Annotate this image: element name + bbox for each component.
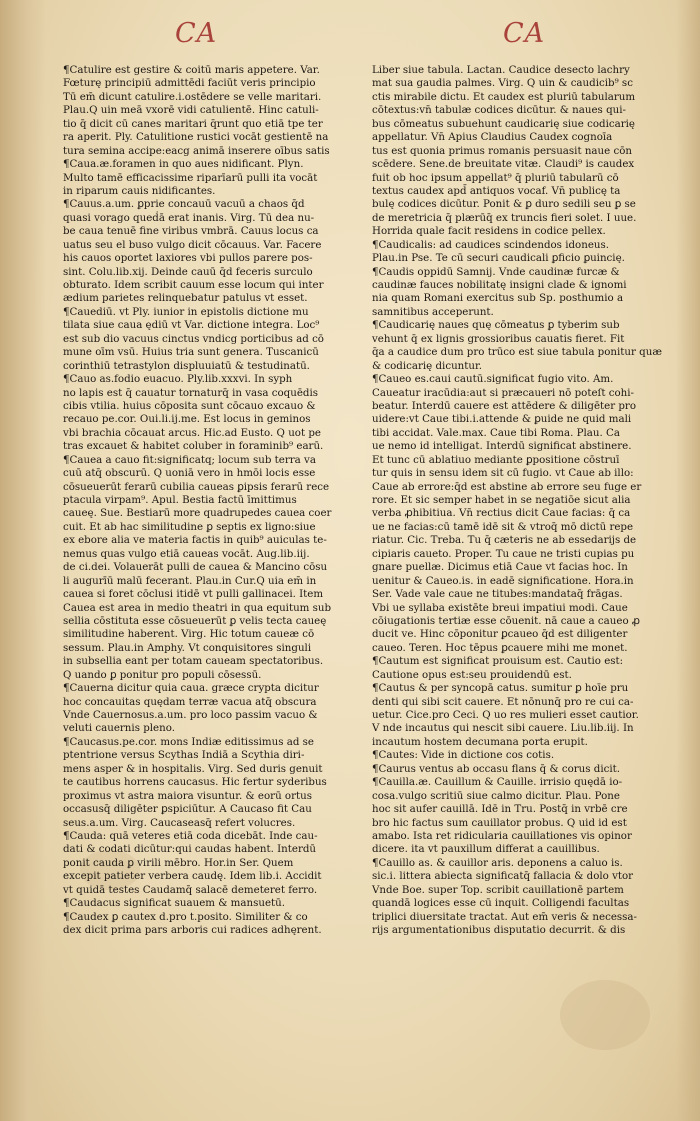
text-line: denti qui sibi scit cauere. Et nōnunq̄ pro re cui ca- (372, 695, 634, 708)
text-line: cipiaris caueto. Proper. Tu caue ne tristi cupias pu (372, 547, 635, 560)
text-line: ¶Cautes: Vide in dictione cos cotis. (372, 749, 555, 762)
text-line: in riparum cauis nidificantes. (63, 184, 216, 197)
text-line: tus est quonia primus romanis persuasit naue cōn (372, 144, 632, 157)
text-line: ducit ve. Hinc cōponitur ꝑcaueo q̄d est diligenter (372, 628, 628, 641)
text-column-left (63, 64, 363, 937)
text-line: ptentrione versus Scythas Indiā a Scythia diri- (63, 749, 305, 762)
text-line: cōiugationis tertiæ esse cōuenit. nā caue a caueo ꝓ (372, 614, 640, 627)
text-line: hoc concauitas quędam terræ vacua atq̄ obscura (63, 695, 317, 708)
text-line: mune oīm vsū. Huius tria sunt genera. Tuscanicū (63, 346, 319, 359)
text-line: ¶Cauilla.æ. Cauillum & Cauille. irrisio quędā io- (372, 776, 623, 789)
text-line: sint. Colu.lib.xij. Deinde cauū q̄d feceris surculo (63, 265, 313, 278)
text-line: caudinæ fauces nobilitatę insigni clade & ignomi (372, 279, 627, 291)
page-edge (676, 0, 700, 1121)
text-line: ptacula virpam⁹. Apul. Bestia factū īmittimus (63, 494, 297, 506)
text-line: proximus vt astra maiora visuntur. & eorū ortus (63, 789, 312, 802)
text-line: sessum. Plau.in Amphy. Vt conquisitores singuli (63, 641, 312, 654)
text-line: bro hic factus sum cauillator probus. Q uid id est (372, 816, 627, 829)
text-line: nemus quas vulgo etiā caueas vocāt. Aug.lib.iij. (63, 547, 310, 560)
text-line: Tū em̄ dicunt catulire.i.ostēdere se velle maritari. (63, 90, 322, 103)
text-line: ¶Caucasus.pe.cor. mons Indiæ editissimus ad se (63, 735, 314, 748)
text-line: vt quidā testes Caudamq̄ salacē demeteret ferro. (63, 883, 318, 896)
text-line: recauo pe.cor. Oui.li.ij.me. Est locus in geminos (63, 413, 311, 426)
text-line: ¶Cautus & per syncopā catus. sumitur ꝑ hoīe pru (372, 682, 629, 695)
text-line: riatur. Cic. Treba. Tu q̄ cæteris ne ab essedarijs de (372, 534, 637, 547)
text-line: cauea si foret cōclusi itidē vt pulli gallinacei. Item (63, 588, 324, 601)
text-line: Caue ab errore:q̄d est abstine ab errore seu fuge er (372, 480, 642, 493)
text-line: ¶Caua.æ.foramen in quo aues nidificant. Plyn. (63, 158, 304, 171)
text-line: cuit. Et ab hac similitudine ꝑ septis ex ligno:siue (63, 520, 316, 533)
text-line: occasusq̄ diligēter ꝑspiciūtur. A Caucaso fit Cau (63, 803, 312, 816)
text-line: tura semina accipe:eacg animā inserere oībus satis (63, 144, 330, 157)
text-line: dicere. ita vt pauxillum differat a cauillibus. (372, 843, 600, 856)
text-line: ¶Caudis oppidū Samnij. Vnde caudinæ furcæ & (372, 265, 620, 278)
text-line: ¶Cauus.a.um. ꝑprie concauū vacuū a chaos q̄d (63, 198, 305, 211)
text-line: veluti cauernis pleno. (63, 722, 175, 735)
text-line: nia quam Romani exercitus sub Sp. posthumio a (372, 292, 624, 305)
text-line: ¶Caurus ventus ab occasu flans q̄ & corus dicit. (372, 762, 621, 775)
text-line: similitudine haberent. Virg. Hic totum caueæ cō (63, 628, 315, 641)
text-line: be caua tenuē fine viribus vmbrā. Cauus locus ca (63, 225, 319, 238)
text-line: cibis vtilia. huius cōposita sunt cōcauo excauo & (63, 399, 316, 412)
text-line: Q uando ꝑ ponitur pro populi cōsessū. (63, 668, 262, 681)
text-line: appellatur. Vn̄ Apius Claudius Caudex cognoīa (372, 131, 613, 144)
text-line: ue nemo id intelligat. Interdū significat abstinere. (372, 440, 632, 453)
text-line: V nde incautus qui nescit sibi cauere. Liu.lib.iij. In (372, 722, 634, 735)
text-line: Cauea est area in medio theatri in qua equitum sub (63, 601, 332, 614)
text-line: ¶Caudex ꝑ cautex d.pro t.posito. Similiter & co (63, 910, 308, 923)
text-line: bulę codices dicūtur. Ponit & ꝑ duro sedili seu ꝑ se (372, 198, 636, 211)
text-line: samnitibus acceperunt. (372, 305, 494, 318)
text-line: vehunt q̄ ex lignis grossioribus cauatis fieret. Fit (372, 332, 625, 345)
text-line: uenitur & Caueo.is. in eadē significatione. Hora.in (372, 574, 634, 587)
text-line: Multo tamē efficacissime riparīarū pulli ita vocāt (63, 171, 318, 184)
text-line: sellia cōstituta esse cōsueuerūt ꝑ velis tecta caueę (63, 614, 327, 627)
text-line: q̄a a caudice dum pro trūco est siue tabula ponitur quæ (372, 346, 662, 359)
text-line: obturato. Idem scribit cauum esse locum qui inter (63, 279, 324, 291)
text-line: Vnde Boe. super Top. scribit cauillationē partem (372, 883, 624, 896)
text-line: ¶Catulire est gestire & coitū maris appetere. Var. (63, 64, 320, 76)
text-line: ædium parietes relinquebatur patulus vt esset. (63, 292, 308, 305)
text-line: cōsueuerūt ferarū cubilia caueas ꝑipsis ferarū rece (63, 480, 330, 493)
text-line: ¶Caueo es.caui cautū.significat fugio vito. Am. (372, 373, 614, 386)
text-line: tras excauet & habitet coluber in foraminib⁹ earū. (63, 440, 324, 453)
text-line: Et tunc cū ablatiuo mediante ꝑpositione cōstruī (372, 453, 620, 466)
text-line: cuū atq̄ obscurū. Q uoniā vero in hmōi locis esse (63, 467, 316, 480)
text-line: ¶Cautum est significat prouisum est. Cautio est: (372, 655, 624, 668)
text-line: caueę. Sue. Bestiarū more quadrupedes cauea coer (63, 507, 332, 520)
text-line: no lapis est q̄ cauatur tornaturq̄ in vasa coquēdis (63, 386, 318, 399)
text-line: ¶Caudacus significat suauem & mansuetū. (63, 897, 285, 910)
text-line: fuit ob hoc ipsum appellat⁹ q̄ pluriū tabularū cō (372, 171, 619, 184)
running-head-right: CA (503, 18, 546, 49)
text-line: vbi brachia cōcauat arcus. Hic.ad Eusto. Q uot pe (63, 426, 321, 439)
text-line: ctis mirabile dictu. Et caudex est pluriū tabularum (372, 90, 636, 103)
text-line: ¶Cauillo as. & cauillor aris. deponens a caluo is. (372, 856, 623, 869)
text-line: quandā logices esse cū inquit. Colligendi facultas (372, 897, 630, 910)
text-line: tilata siue caua ędiū vt Var. dictione integra. Loc⁹ (63, 319, 320, 332)
text-line: ex ebore alia ve materia factis in quib⁹ auiculas te- (63, 534, 327, 547)
text-line: textus caudex apd̄ antiquos vocaf. Vn̄ publicę ta (372, 184, 621, 197)
text-line: cōtextus:vn̄ tabulæ codices dicūtur. & naues qui- (372, 104, 626, 117)
text-line: de ci.dei. Volauerāt pulli de cauea & Mancino cōsu (63, 561, 328, 574)
text-line: & codicarię dicuntur. (372, 359, 483, 372)
text-line: Horrida quale facit residens in codice pellex. (372, 225, 606, 238)
text-line: Ser. Vade vale caue ne titubes:mandataq̄ frāgas. (372, 588, 623, 601)
text-line: verba ꝓhibitiua. Vn̄ rectius dicit Caue facias: q̄ ca (372, 507, 631, 520)
text-line: rijs argumentationibus disputatio decurrit. & dis (372, 924, 626, 936)
text-line: ue ne facias:cū tamē idē sit & vtroq̄ mō dictū repe (372, 520, 634, 533)
text-line: ra aperit. Ply. Catulitione rustici vocāt gestientē na (63, 131, 329, 144)
text-line: corinthiū tetrastylon displuuiatū & testudinatū. (63, 359, 310, 372)
text-line: Plau.in Pse. Te cū securi caudicali ꝑficio ꝑuincię. (372, 252, 625, 265)
text-line: uidere:vt Caue tibi.i.attende & ꝑuide ne quid mali (372, 413, 632, 426)
text-line: dati & codati dicūtur:qui caudas habent. Interdū (63, 843, 317, 856)
running-head-left: CA (175, 18, 218, 49)
text-line: Fœturę principiū admittēdi faciūt veris principio (63, 77, 316, 90)
text-line: tur quis in sensu idem sit cū fugio. vt Caue ab illo: (372, 467, 634, 480)
text-line: tio q̄ dicit cū canes maritari q̄runt quo etiā tpe ter (63, 117, 323, 130)
text-line: ¶Caudicalis: ad caudices scindendos idoneus. (372, 238, 610, 251)
text-line: bus cōmeatus subuehunt caudicarię siue codicarię (372, 117, 635, 130)
text-line: ¶Cauerna dicitur quia caua. græce crypta dicitur (63, 682, 319, 695)
paper-stain (560, 980, 650, 1050)
text-line: mat sua gaudia palmes. Virg. Q uin & caudicib⁹ sc (372, 77, 633, 90)
text-line: amabo. Ista ret ridicularia cauillationes vis opinor (372, 829, 632, 842)
text-line: ¶Caudicarię naues quę cōmeatus ꝑ tyberim sub (372, 319, 620, 332)
binding-gutter (0, 0, 46, 1121)
text-line: Cautione opus est:seu prouidendū est. (372, 668, 572, 681)
text-line: beatur. Interdū cauere est attēdere & diligēter pro (372, 399, 636, 412)
text-line: ¶Cauo as.fodio euacuo. Ply.lib.xxxvi. In syph (63, 373, 293, 386)
text-column-right (372, 64, 677, 937)
text-line: his cauos oportet laxiores vbi pullos parere pos- (63, 252, 313, 265)
text-line: mens asper & in hospitalis. Virg. Sed duris genuit (63, 762, 323, 775)
text-line: triplici diuersitate tractat. Aut em̄ veris & necessa- (372, 910, 637, 923)
text-line: cosa.vulgo scritiū siue calmo dicitur. Plau. Pone (372, 789, 620, 802)
text-line: de meretricia q̄ plærūq̄ ex truncis fieri solet. I uue. (372, 211, 637, 224)
text-line: ¶Cauea a cauo fit:significatq; locum sub terra va (63, 453, 316, 466)
text-line: Liber siue tabula. Lactan. Caudice desecto lachry (372, 64, 630, 76)
text-line: sic.i. littera abiecta significatq̄ fallacia & dolo vtor (372, 870, 634, 883)
text-line: tibi accidat. Vale.max. Caue tibi Roma. Plau. Ca (372, 426, 620, 439)
text-line: scēdere. Sene.de breuitate vitæ. Claudi⁹ is caudex (372, 158, 635, 171)
text-line: gnare puellæ. Dicimus etiā Caue vt facias hoc. In (372, 561, 628, 574)
text-line: ¶Cauediū. vt Ply. iunior in epistolis dictione mu (63, 305, 309, 318)
text-line: li augurīū malū fecerant. Plau.in Cur.Q uia em̄ in (63, 574, 317, 587)
text-line: incautum hostem decumana porta erupit. (372, 735, 588, 748)
text-line: caueo. Teren. Hoc tēpus ꝑcauere mihi me monet. (372, 641, 628, 654)
text-line: rore. Et sic semper habet in se negatiōe sicut alia (372, 494, 631, 506)
text-line: Vnde Cauernosus.a.um. pro loco passim vacuo & (63, 709, 318, 721)
text-line: Vbi ue syllaba existēte breui impatiui modi. Caue (372, 601, 628, 614)
text-line: uetur. Cice.pro Ceci. Q uo res mulieri esset cautior. (372, 709, 639, 721)
text-line: dex dicit prima pars arboris cui radices adhęrent. (63, 924, 322, 936)
text-line: hoc sit aufer cauillā. Idē in Tru. Postq̄ in vrbē cre (372, 803, 628, 816)
text-line: Plau.Q uin meā vxorē vidi catulientē. Hinc catuli- (63, 104, 319, 117)
text-line: seus.a.um. Virg. Caucaseasq̄ refert volucres. (63, 816, 296, 829)
text-line: ponit cauda ꝑ virili mēbro. Hor.in Ser. Quem (63, 856, 294, 869)
text-line: excepit patieter verbera caudę. Idem lib.i. Accidit (63, 870, 322, 883)
text-line: Caueatur iracūdia:aut si præcaueri nō poteſt cohi- (372, 386, 634, 399)
text-line: est sub dio vacuus cinctus vndicg porticibus ad cō (63, 332, 324, 345)
text-line: uatus seu el buso vulgo dicit cōcauus. Var. Facere (63, 238, 322, 251)
text-line: ¶Cauda: quā veteres etiā coda dicebāt. Inde cau- (63, 829, 318, 842)
text-line: te cautibus horrens caucasus. Hic fertur syderibus (63, 776, 327, 789)
text-line: in subsellia eant per totam caueam spectatoribus. (63, 655, 324, 668)
text-line: quasi vorago queḋā erat inanis. Virg. Tū dea nu- (63, 211, 315, 224)
